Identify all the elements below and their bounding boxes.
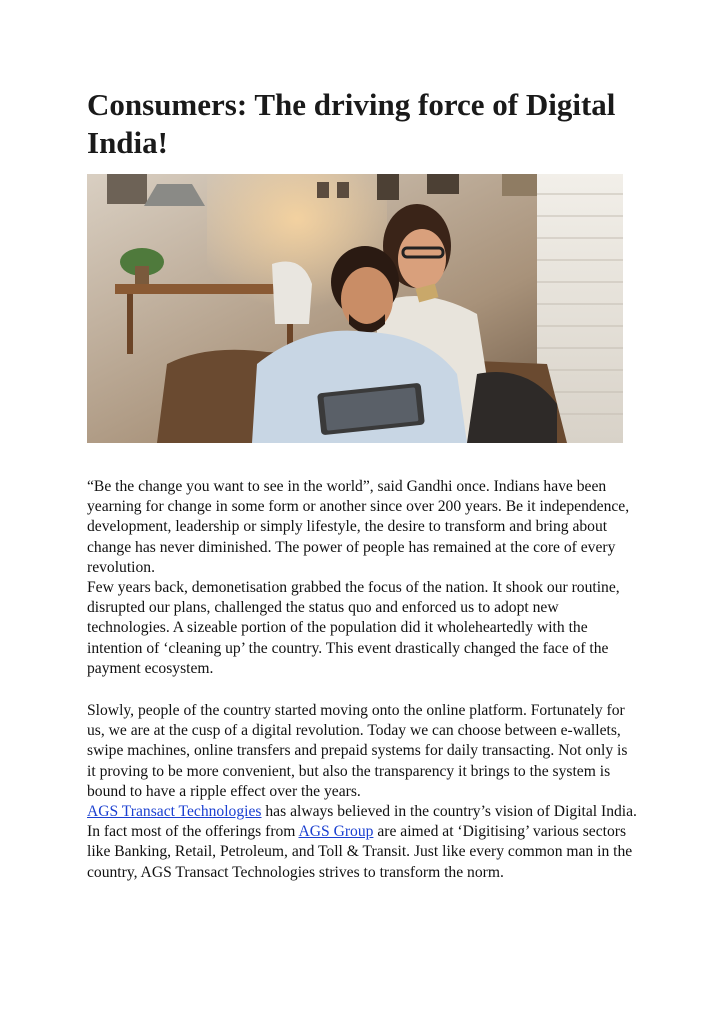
ags-transact-link[interactable]: AGS Transact Technologies xyxy=(87,803,262,821)
article-body xyxy=(87,477,637,883)
paragraph-online-platform: Slowly, people of the country started moving onto the online platform. Fortunately for us, we are at the cusp of a digital revolution. Today we can choose between e-wallets, swipe machines, online transfers and prepaid systems for daily transacting. Not only is it proving to be more convenient, but also the transparency it brings to the system is bound to have a ripple effect over the years. xyxy=(87,702,628,800)
paragraph-spacer xyxy=(87,679,637,701)
paragraph-demonetisation: Few years back, demonetisation grabbed the focus of the nation. It shook our routine, disrupted our plans, challenged the status quo and enforced us to adopt new technologies. A sizeable portion of the population did it wholeheartedly with the intention of ‘cleaning up’ the country. This event drastically changed the face of the payment ecosystem. xyxy=(87,579,620,677)
paragraph-ags xyxy=(87,802,637,883)
ags-group-link[interactable]: AGS Group xyxy=(298,823,374,841)
ags-text-1: has always believed in the country’s vision of Digital India. In fact most of the offerings from xyxy=(87,803,637,841)
article-photo xyxy=(87,174,623,443)
paragraph-intro: “Be the change you want to see in the world”, said Gandhi once. Indians have been yearning for change in some form or another since over 200 years. Be it independence, development, leadership or simply lifestyle, the desire to transform and bring about change has never diminished. The power of people has remained at the core of every revolution. xyxy=(87,478,630,576)
ags-text-2: are aimed at ‘Digitising’ various sectors like Banking, Retail, Petroleum, and Toll & Transit. Just like every common man in the country, AGS Transact Technologies strives to transform the norm. xyxy=(87,823,633,881)
couple-tablet-illustration xyxy=(87,174,623,443)
article-title: Consumers: The driving force of Digital India! xyxy=(87,87,616,160)
